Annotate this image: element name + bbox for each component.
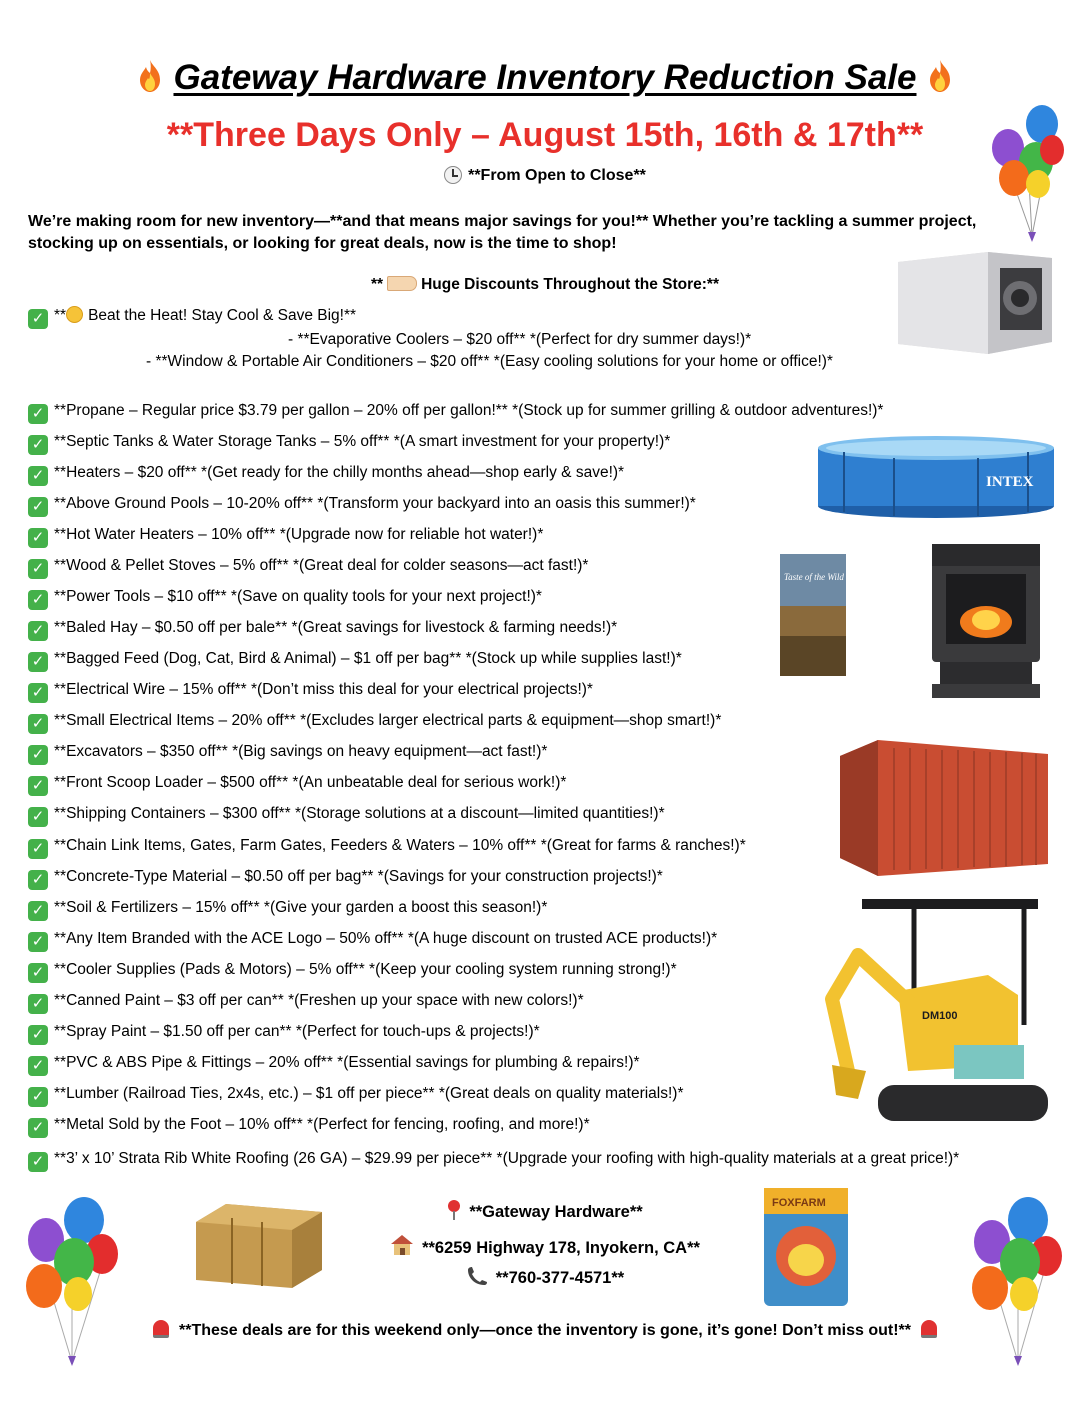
list-item: [28, 837, 746, 859]
check-mark-icon: ✓: [28, 807, 48, 827]
list-item: [28, 557, 588, 579]
check-mark-icon: ✓: [28, 683, 48, 703]
check-mark-icon: ✓: [28, 870, 48, 890]
check-mark-icon: ✓: [28, 994, 48, 1014]
pool-brand-label: INTEX: [986, 474, 1034, 490]
list-item: [28, 588, 542, 610]
fire-icon: [927, 59, 953, 93]
list-item-beat-heat: [28, 306, 356, 329]
item-text: **Power Tools – $10 off** *(Save on quality tools for your next project!)*: [54, 588, 542, 605]
discount-header-text: Huge Discounts Throughout the Store:**: [421, 276, 719, 293]
above-ground-pool-image: [814, 432, 1058, 520]
check-mark-icon: ✓: [28, 652, 48, 672]
page-title: [0, 58, 1090, 98]
list-item: [28, 526, 543, 548]
evaporative-cooler-image: [884, 250, 1056, 358]
phone-link[interactable]: **760-377-4571**: [495, 1269, 625, 1287]
check-mark-icon: ✓: [28, 435, 48, 455]
price-tag-icon: [387, 276, 417, 291]
sub-item-air-conditioners: - **Window & Portable Air Conditioners – $20 off** *(Easy cooling solutions for your home or office!)*: [146, 353, 833, 370]
store-address: [0, 1234, 1090, 1258]
list-item: [28, 619, 617, 641]
item-text: **Septic Tanks & Water Storage Tanks – 5% off** *(A smart investment for your property!)*: [54, 433, 671, 450]
siren-icon: [921, 1320, 937, 1338]
hot-face-icon: [66, 306, 83, 323]
store-name: [0, 1200, 1090, 1222]
item-text: **Any Item Branded with the ACE Logo – 50% off** *(A huge discount on trusted ACE products!)*: [54, 930, 718, 947]
item-text: **Above Ground Pools – 10-20% off** *(Transform your backyard into an oasis this summer!)*: [54, 495, 696, 512]
clock-icon: [444, 166, 462, 184]
item-text: **Bagged Feed (Dog, Cat, Bird & Animal) – $1 off per bag** *(Stock up while supplies last!)*: [54, 650, 682, 667]
list-item: [28, 650, 682, 672]
beat-heat-text: Beat the Heat! Stay Cool & Save Big!**: [88, 307, 357, 324]
item-text: **Soil & Fertilizers – 15% off** *(Give your garden a boost this season!)*: [54, 899, 548, 916]
check-mark-icon: ✓: [28, 1118, 48, 1138]
telephone-icon: [466, 1266, 488, 1286]
check-mark-icon: ✓: [28, 309, 48, 329]
closing-note-text: **These deals are for this weekend only—once the inventory is gone, it’s gone! Don’t miss out!**: [179, 1322, 911, 1339]
list-item: [28, 961, 677, 983]
siren-icon: [153, 1320, 169, 1338]
item-text: **Shipping Containers – $300 off** *(Storage solutions at a discount—limited quantities!)*: [54, 805, 665, 822]
check-mark-icon: ✓: [28, 621, 48, 641]
sub-item-evaporative-coolers: - **Evaporative Coolers – $20 off** *(Perfect for dry summer days!)*: [288, 331, 752, 348]
item-text: **Small Electrical Items – 20% off** *(Excludes larger electrical parts & equipment—shop smart!)*: [54, 712, 722, 729]
item-text: **Chain Link Items, Gates, Farm Gates, Feeders & Waters – 10% off** *(Great for farms & ranches!)*: [54, 837, 746, 854]
title-text: Gateway Hardware Inventory Reduction Sale: [173, 58, 917, 97]
excavator-model-label: DM100: [922, 1010, 958, 1022]
list-item: [28, 495, 696, 517]
feed-bag-label: Taste of the Wild: [784, 572, 844, 582]
check-mark-icon: ✓: [28, 1152, 48, 1172]
store-name-text: **Gateway Hardware**: [469, 1203, 643, 1221]
pellet-stove-image: [928, 540, 1044, 702]
check-mark-icon: ✓: [28, 404, 48, 424]
item-text: **Spray Paint – $1.50 off per can** *(Perfect for touch-ups & projects!)*: [54, 1023, 540, 1040]
item-text: **Canned Paint – $3 off per can** *(Freshen up your space with new colors!)*: [54, 992, 584, 1009]
list-item: [28, 712, 721, 734]
list-item: [28, 774, 566, 796]
check-mark-icon: ✓: [28, 528, 48, 548]
item-text: **Wood & Pellet Stoves – 5% off** *(Great deal for colder seasons—act fast!)*: [54, 557, 589, 574]
item-text: **Metal Sold by the Foot – 10% off** *(Perfect for fencing, roofing, and more!)*: [54, 1116, 590, 1133]
intro-paragraph: We’re making room for new inventory—**and that means major savings for you!** Whether you’re tackling a summer project, stocking up on essentials, or looking for great deals, now is the time to shop!: [28, 213, 977, 252]
item-text: **Hot Water Heaters – 10% off** *(Upgrade now for reliable hot water!)*: [54, 526, 544, 543]
list-item: [28, 1085, 684, 1107]
mini-excavator-image: [818, 895, 1062, 1131]
check-mark-icon: ✓: [28, 466, 48, 486]
list-item: [28, 899, 547, 921]
check-mark-icon: ✓: [28, 776, 48, 796]
list-item: [28, 1147, 1058, 1172]
store-phone: [0, 1266, 1090, 1288]
hours-text: **From Open to Close**: [468, 167, 646, 184]
item-text: **3’ x 10’ Strata Rib White Roofing (26 GA) – $29.99 per piece** *(Upgrade your roofing with high-quality materials at a great price!)*: [54, 1150, 960, 1167]
shipping-container-image: [838, 738, 1050, 878]
list-item: [28, 1054, 640, 1076]
list-item: [28, 743, 547, 765]
list-item: [28, 1116, 590, 1138]
item-text: **Cooler Supplies (Pads & Motors) – 5% off** *(Keep your cooling system running strong!)*: [54, 961, 677, 978]
check-mark-icon: ✓: [28, 1087, 48, 1107]
item-text: **Concrete-Type Material – $0.50 off per bag** *(Savings for your construction projects!)*: [54, 868, 663, 885]
list-item: [28, 464, 624, 486]
beat-heat-prefix: **: [54, 307, 67, 324]
fire-icon: [137, 59, 163, 93]
item-text: **Baled Hay – $0.50 off per bale** *(Great savings for livestock & farming needs!)*: [54, 619, 618, 636]
item-text: **Electrical Wire – 15% off** *(Don’t miss this deal for your electrical projects!)*: [54, 681, 593, 698]
check-mark-icon: ✓: [28, 497, 48, 517]
item-text: **Front Scoop Loader – $500 off** *(An unbeatable deal for serious work!)*: [54, 774, 567, 791]
item-text: **Lumber (Railroad Ties, 2x4s, etc.) – $1 off per piece** *(Great deals on quality materials!)*: [54, 1085, 684, 1102]
item-text: **Propane – Regular price $3.79 per gallon – 20% off per gallon!** *(Stock up for summer grilling & outdoor adventures!)*: [54, 402, 884, 419]
list-item: [28, 805, 665, 827]
check-mark-icon: ✓: [28, 745, 48, 765]
check-mark-icon: ✓: [28, 1056, 48, 1076]
sale-dates: **Three Days Only – August 15th, 16th & 17th**: [166, 116, 924, 154]
list-item: [28, 930, 717, 952]
house-icon: [390, 1234, 414, 1256]
address-link[interactable]: **6259 Highway 178, Inyokern, CA**: [422, 1239, 700, 1257]
check-mark-icon: ✓: [28, 590, 48, 610]
item-text: **Excavators – $350 off** *(Big savings on heavy equipment—act fast!)*: [54, 743, 548, 760]
check-mark-icon: ✓: [28, 559, 48, 579]
check-mark-icon: ✓: [28, 714, 48, 734]
check-mark-icon: ✓: [28, 1025, 48, 1045]
item-text: **PVC & ABS Pipe & Fittings – 20% off** *(Essential savings for plumbing & repairs!)*: [54, 1054, 640, 1071]
pet-food-bag-image: [778, 550, 848, 680]
check-mark-icon: ✓: [28, 963, 48, 983]
item-text: **Heaters – $20 off** *(Get ready for the chilly months ahead—shop early & save!)*: [54, 464, 625, 481]
location-pin-icon: [447, 1200, 461, 1220]
check-mark-icon: ✓: [28, 839, 48, 859]
check-mark-icon: ✓: [28, 901, 48, 921]
list-item: [28, 868, 663, 890]
closing-note: [0, 1320, 1090, 1340]
list-item: [28, 1023, 540, 1045]
soil-bag-label: FOXFARM: [772, 1197, 826, 1209]
list-item: [28, 992, 584, 1014]
check-mark-icon: ✓: [28, 932, 48, 952]
store-hours: [0, 166, 1090, 185]
list-item: [28, 402, 883, 424]
list-item: [28, 681, 593, 703]
list-item: [28, 433, 670, 455]
discount-header-prefix: **: [370, 276, 384, 293]
